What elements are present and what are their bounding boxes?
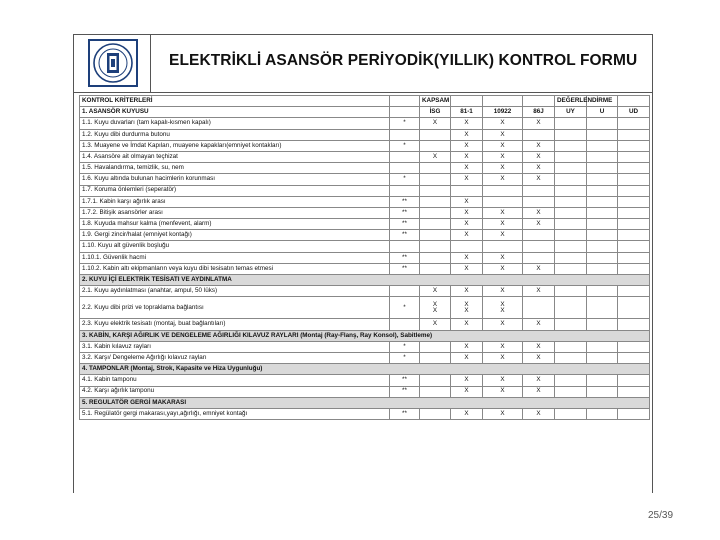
table-row (80, 163, 650, 174)
mark-cell (555, 185, 587, 196)
mark-cell: * (390, 297, 420, 319)
mark-cell (587, 252, 618, 263)
mark-cell: ** (390, 408, 420, 419)
mark-cell (618, 174, 650, 185)
mark-cell (618, 196, 650, 207)
mark-cell: X (420, 319, 451, 330)
mark-cell: KAPSAM (420, 96, 451, 107)
mark-cell: X (451, 207, 483, 218)
section-row (80, 397, 650, 408)
mark-cell: X (451, 386, 483, 397)
mark-cell: X (523, 386, 555, 397)
header-row (80, 96, 650, 107)
mark-cell (523, 297, 555, 319)
criteria-cell: 1.4. Asansöre ait olmayan teçhizat (80, 151, 390, 162)
criteria-cell: 1.6. Kuyu altında bulunan hacimlerin korunması (80, 174, 390, 185)
mark-cell (390, 107, 420, 118)
mark-cell: X (483, 375, 523, 386)
mark-cell (618, 297, 650, 319)
mark-cell (587, 129, 618, 140)
mark-cell (390, 163, 420, 174)
mark-cell (555, 375, 587, 386)
mark-cell: 86J (523, 107, 555, 118)
criteria-cell: 1.10. Kuyu alt güvenlik boşluğu (80, 241, 390, 252)
mark-cell (555, 174, 587, 185)
mark-cell (555, 263, 587, 274)
table-row (80, 386, 650, 397)
mark-cell: ** (390, 252, 420, 263)
mark-cell (420, 252, 451, 263)
mark-cell (420, 140, 451, 151)
mark-cell (420, 375, 451, 386)
mark-cell: 10922 (483, 107, 523, 118)
table-row (80, 286, 650, 297)
mark-cell: ** (390, 386, 420, 397)
mark-cell (451, 241, 483, 252)
mark-cell (587, 352, 618, 363)
mark-cell (483, 241, 523, 252)
mark-cell: ** (390, 230, 420, 241)
mark-cell (618, 140, 650, 151)
mark-cell (618, 263, 650, 274)
table-row (80, 174, 650, 185)
mark-cell (618, 375, 650, 386)
criteria-cell: 3. KABİN, KARŞI AĞIRLIK VE DENGELEME AĞIRLIĞI KILAVUZ RAYLARI (Montaj (Ray-Flanş, Ray Konsol), Sabitleme) (80, 330, 650, 341)
mark-cell: X (451, 341, 483, 352)
mark-cell (523, 241, 555, 252)
mark-cell (483, 96, 523, 107)
mark-cell: X X (420, 297, 451, 319)
mark-cell: X (483, 140, 523, 151)
criteria-cell: 2.3. Kuyu elektrik tesisatı (montaj, buat bağlantıları) (80, 319, 390, 330)
mark-cell (523, 196, 555, 207)
mark-cell: ** (390, 207, 420, 218)
mark-cell (420, 230, 451, 241)
table-row (80, 129, 650, 140)
mark-cell: * (390, 118, 420, 129)
mark-cell: X (523, 207, 555, 218)
criteria-cell: 1.9. Gergi zincir/halat (emniyet kontağı) (80, 230, 390, 241)
mark-cell (618, 319, 650, 330)
mark-cell: X (451, 129, 483, 140)
mark-cell: X (483, 252, 523, 263)
mark-cell: ** (390, 263, 420, 274)
mark-cell (618, 96, 650, 107)
criteria-cell: 1.10.2. Kabin altı ekipmanların veya kuyu dibi tesisatın temas etmesi (80, 263, 390, 274)
mark-cell (483, 196, 523, 207)
mark-cell: * (390, 352, 420, 363)
mark-cell: X (451, 286, 483, 297)
mark-cell (618, 241, 650, 252)
mark-cell (587, 263, 618, 274)
mark-cell: 81-1 (451, 107, 483, 118)
mark-cell (523, 185, 555, 196)
mark-cell: X (483, 207, 523, 218)
mark-cell (420, 129, 451, 140)
form-frame (73, 34, 653, 493)
criteria-cell: 1.5. Havalandırma, temizlik, su, nem (80, 163, 390, 174)
mark-cell (420, 263, 451, 274)
mark-cell: X (483, 286, 523, 297)
mark-cell: X (523, 352, 555, 363)
mark-cell: X (523, 319, 555, 330)
mark-cell: X (451, 163, 483, 174)
table-row (80, 151, 650, 162)
mark-cell (587, 140, 618, 151)
mark-cell (618, 129, 650, 140)
mark-cell (555, 196, 587, 207)
table-row (80, 219, 650, 230)
mark-cell (587, 163, 618, 174)
mark-cell (420, 352, 451, 363)
mark-cell (555, 230, 587, 241)
mark-cell: X (451, 118, 483, 129)
mark-cell: X (523, 375, 555, 386)
mark-cell: X (451, 319, 483, 330)
mark-cell (555, 207, 587, 218)
mark-cell (618, 408, 650, 419)
table-row (80, 352, 650, 363)
mark-cell: X (451, 252, 483, 263)
mark-cell (618, 185, 650, 196)
mark-cell: ** (390, 219, 420, 230)
mark-cell (618, 286, 650, 297)
section-row (80, 275, 650, 286)
mark-cell (420, 386, 451, 397)
criteria-cell: KONTROL KRİTERLERİ (80, 96, 390, 107)
mark-cell: X (483, 163, 523, 174)
mark-cell (587, 241, 618, 252)
criteria-cell: 5.1. Regülatör gergi makarası,yayı,ağırlığı, emniyet kontağı (80, 408, 390, 419)
mark-cell: U (587, 107, 618, 118)
criteria-cell: 4. TAMPONLAR (Montaj, Strok, Kapasite ve Hiza Uygunluğu) (80, 364, 650, 375)
mark-cell: X (523, 174, 555, 185)
mark-cell (555, 319, 587, 330)
mark-cell: İSG (420, 107, 451, 118)
mark-cell (451, 96, 483, 107)
mark-cell (555, 408, 587, 419)
table-row (80, 263, 650, 274)
mark-cell: X (451, 196, 483, 207)
mark-cell: DEĞERLENDİRME (555, 96, 587, 107)
institution-logo-icon (88, 39, 138, 87)
logo-separator (150, 35, 151, 92)
mark-cell (420, 219, 451, 230)
mark-cell: X (420, 286, 451, 297)
mark-cell (587, 174, 618, 185)
table-row (80, 297, 650, 319)
criteria-cell: 4.2. Karşı ağırlık tamponu (80, 386, 390, 397)
criteria-cell: 1.10.1. Güvenlik hacmi (80, 252, 390, 263)
form-title: ELEKTRİKLİ ASANSÖR PERİYODİK(YILLIK) KONTROL FORMU (169, 52, 638, 69)
mark-cell: X (420, 118, 451, 129)
mark-cell (555, 286, 587, 297)
mark-cell (587, 375, 618, 386)
table-row (80, 118, 650, 129)
mark-cell: X (483, 219, 523, 230)
mark-cell (523, 129, 555, 140)
mark-cell (555, 140, 587, 151)
page-number: 25/39 (648, 510, 674, 521)
mark-cell (587, 408, 618, 419)
mark-cell (390, 96, 420, 107)
mark-cell (555, 297, 587, 319)
mark-cell (618, 118, 650, 129)
table-row (80, 185, 650, 196)
mark-cell (390, 319, 420, 330)
mark-cell: X (451, 230, 483, 241)
section-row (80, 364, 650, 375)
mark-cell: UY (555, 107, 587, 118)
mark-cell: X (483, 408, 523, 419)
table-row (80, 375, 650, 386)
table-row (80, 241, 650, 252)
criteria-cell: 2. KUYU İÇİ ELEKTRİK TESİSATI VE AYDINLATMA (80, 275, 650, 286)
mark-cell: X (523, 118, 555, 129)
mark-cell: X (483, 230, 523, 241)
table-row (80, 140, 650, 151)
criteria-cell: 3.1. Kabin kılavuz rayları (80, 341, 390, 352)
mark-cell: X (523, 263, 555, 274)
header-row (80, 107, 650, 118)
mark-cell (587, 341, 618, 352)
mark-cell (555, 386, 587, 397)
mark-cell: ** (390, 196, 420, 207)
mark-cell (523, 230, 555, 241)
mark-cell (555, 252, 587, 263)
mark-cell (420, 163, 451, 174)
mark-cell: * (390, 341, 420, 352)
mark-cell (420, 207, 451, 218)
mark-cell (555, 352, 587, 363)
criteria-cell: 1.7.2. Bitişik asansörler arası (80, 207, 390, 218)
mark-cell (587, 319, 618, 330)
mark-cell: X (523, 408, 555, 419)
mark-cell: X (483, 386, 523, 397)
mark-cell (587, 286, 618, 297)
mark-cell (587, 297, 618, 319)
criteria-cell: 1.2. Kuyu dibi durdurma butonu (80, 129, 390, 140)
mark-cell (420, 341, 451, 352)
mark-cell (618, 230, 650, 241)
mark-cell (618, 352, 650, 363)
mark-cell: X (523, 151, 555, 162)
control-criteria-table (79, 95, 650, 420)
mark-cell: X (523, 163, 555, 174)
mark-cell (483, 185, 523, 196)
mark-cell (587, 230, 618, 241)
mark-cell (618, 252, 650, 263)
criteria-cell: 5. REGULATÖR GERGİ MAKARASI (80, 397, 650, 408)
mark-cell: X (451, 408, 483, 419)
table-row (80, 319, 650, 330)
criteria-cell: 2.1. Kuyu aydınlatması (anahtar, ampul, 50 lüks) (80, 286, 390, 297)
mark-cell (451, 185, 483, 196)
mark-cell (587, 207, 618, 218)
mark-cell (587, 185, 618, 196)
mark-cell: X (523, 286, 555, 297)
table-row (80, 196, 650, 207)
mark-cell: X (451, 174, 483, 185)
criteria-cell: 2.2. Kuyu dibi prizi ve topraklama bağlantısı (80, 297, 390, 319)
mark-cell: X (451, 140, 483, 151)
criteria-cell: 1.3. Muayene ve İmdat Kapıları, muayene kapakları(emniyet kontakları) (80, 140, 390, 151)
mark-cell: X (420, 151, 451, 162)
mark-cell: X (451, 263, 483, 274)
mark-cell (420, 241, 451, 252)
mark-cell (523, 252, 555, 263)
mark-cell (587, 118, 618, 129)
mark-cell (555, 163, 587, 174)
mark-cell (390, 151, 420, 162)
mark-cell (618, 207, 650, 218)
criteria-cell: 1.7. Koruma önlemleri (seperatör) (80, 185, 390, 196)
mark-cell: X (451, 219, 483, 230)
mark-cell (555, 219, 587, 230)
criteria-cell: 3.2. Karşı/ Dengeleme Ağırlığı kılavuz rayları (80, 352, 390, 363)
mark-cell: UD (618, 107, 650, 118)
mark-cell: X (451, 375, 483, 386)
mark-cell: X (483, 341, 523, 352)
mark-cell (555, 241, 587, 252)
mark-cell: X (483, 151, 523, 162)
mark-cell (420, 185, 451, 196)
mark-cell: X (483, 129, 523, 140)
mark-cell: X X (483, 297, 523, 319)
mark-cell: X (483, 174, 523, 185)
section-row (80, 330, 650, 341)
mark-cell (618, 219, 650, 230)
mark-cell (618, 341, 650, 352)
mark-cell (555, 341, 587, 352)
mark-cell (420, 408, 451, 419)
mark-cell: X (483, 319, 523, 330)
mark-cell (390, 241, 420, 252)
form-header (74, 35, 652, 93)
mark-cell (390, 185, 420, 196)
mark-cell (555, 129, 587, 140)
mark-cell (555, 118, 587, 129)
mark-cell: X (451, 151, 483, 162)
mark-cell (618, 386, 650, 397)
table-row (80, 408, 650, 419)
criteria-cell: 1. ASANSÖR KUYUSU (80, 107, 390, 118)
mark-cell (523, 96, 555, 107)
mark-cell: * (390, 174, 420, 185)
mark-cell: X (523, 140, 555, 151)
mark-cell: ** (390, 375, 420, 386)
criteria-cell: 1.7.1. Kabin karşı ağırlık arası (80, 196, 390, 207)
mark-cell (618, 163, 650, 174)
mark-cell: X X (451, 297, 483, 319)
criteria-cell: 1.1. Kuyu duvarları (tam kapalı-kısmen kapalı) (80, 118, 390, 129)
criteria-cell: 1.8. Kuyuda mahsur kalma (menfevent, alarm) (80, 219, 390, 230)
mark-cell (587, 386, 618, 397)
mark-cell: X (483, 352, 523, 363)
mark-cell (587, 196, 618, 207)
table-row (80, 252, 650, 263)
mark-cell: X (451, 352, 483, 363)
mark-cell: * (390, 140, 420, 151)
table-row (80, 230, 650, 241)
mark-cell (618, 151, 650, 162)
table-row (80, 341, 650, 352)
mark-cell: X (483, 118, 523, 129)
mark-cell (420, 196, 451, 207)
criteria-cell: 4.1. Kabin tamponu (80, 375, 390, 386)
mark-cell (587, 219, 618, 230)
mark-cell: X (523, 219, 555, 230)
mark-cell (390, 286, 420, 297)
table-row (80, 207, 650, 218)
mark-cell (390, 129, 420, 140)
mark-cell: X (523, 341, 555, 352)
mark-cell (587, 151, 618, 162)
mark-cell: X (483, 263, 523, 274)
mark-cell (555, 151, 587, 162)
mark-cell (420, 174, 451, 185)
